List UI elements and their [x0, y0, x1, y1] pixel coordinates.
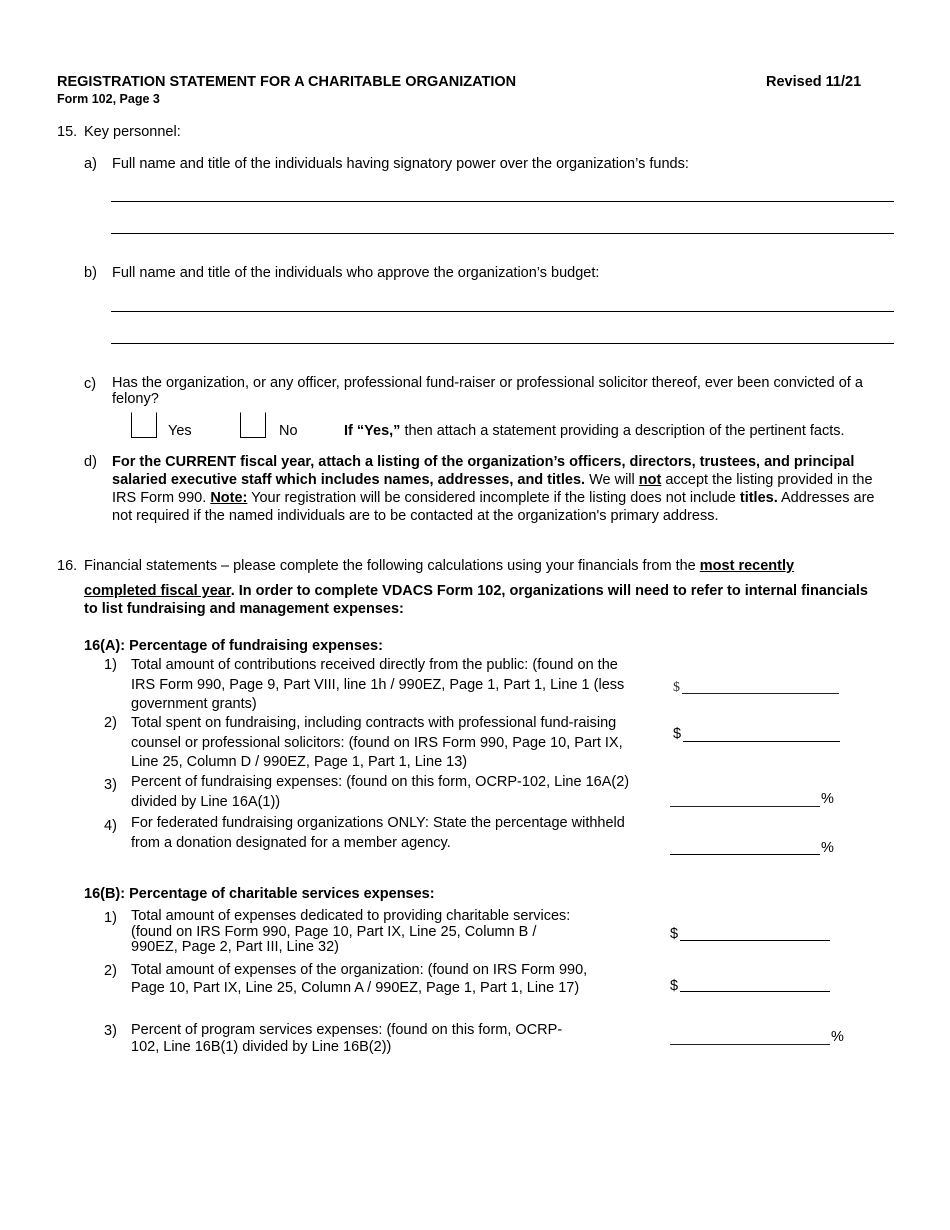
most-recently-emphasis: most recently: [699, 558, 795, 574]
item-16a-3-input[interactable]: [670, 806, 820, 807]
q15a-answer-line-2[interactable]: [111, 233, 894, 234]
q15a-letter: a): [84, 156, 97, 172]
item-16b-3-percent: %: [831, 1029, 844, 1045]
item-16a-4-text: For federated fundraising organizations ONLY: State the percentage withheld from a donation designated for a member agency.: [131, 815, 625, 851]
yes-checkbox[interactable]: [131, 412, 157, 438]
q15b-text: Full name and title of the individuals who approve the organization’s budget:: [112, 265, 600, 281]
item-16a-1-dollar: $: [673, 680, 680, 695]
if-yes-rest: then attach a statement providing a description of the pertinent facts.: [404, 423, 845, 439]
section-16a-heading: 16(A): Percentage of fundraising expenses:: [84, 638, 383, 654]
item-16b-3-num: 3): [104, 1023, 117, 1039]
note-label: Note:: [210, 490, 248, 506]
item-16a-1-input[interactable]: [682, 693, 839, 694]
item-16a-2-text: Total spent on fundraising, including contracts with professional fund-raising counsel or professional solicitors: (found on IRS Form 990, Page 10, Part IX, Line 25, Column D / 990EZ, Page 1, Part 1, Line 13): [131, 715, 623, 770]
item-16b-2-text: Total amount of expenses of the organization: (found on IRS Form 990, Page 10, Part IX, Line 25, Column A / 990EZ, Page 1, Part 1, Line 17): [131, 962, 588, 996]
item-16a-2-num: 2): [104, 715, 117, 731]
q15d-text-1: We will: [585, 472, 639, 488]
item-16a-3-percent: %: [821, 791, 834, 807]
item-16a-1-text: Total amount of contributions received directly from the public: (found on the IRS Form 990, Page 9, Part VIII, line 1h / 990EZ, Page 1, Part 1, Line 1 (less government grants): [131, 657, 625, 712]
not-emphasis: not: [638, 472, 662, 488]
q15b-letter: b): [84, 265, 97, 281]
q16-intro-continued: [84, 582, 874, 618]
q15c-letter: c): [84, 376, 97, 392]
if-yes-bold: If “Yes,”: [344, 423, 401, 439]
q16-bold-instruction: . In order to complete VDACS Form 102, organizations will need to refer to internal financials to list fundraising and management expenses:: [84, 583, 869, 617]
yes-label: Yes: [168, 423, 192, 439]
if-yes-instruction: [344, 422, 845, 440]
form-title: REGISTRATION STATEMENT FOR A CHARITABLE ORGANIZATION: [57, 74, 517, 90]
item-16b-2-dollar: $: [670, 978, 679, 994]
item-16b-3-text: Percent of program services expenses: (found on this form, OCRP-102, Line 16B(1) divided by Line 16B(2)): [131, 1022, 563, 1055]
item-16a-3-text: Percent of fundraising expenses: (found on this form, OCRP-102, Line 16A(2) divided by Line 16A(1)): [131, 774, 630, 810]
q15d-text-3: Your registration will be considered incomplete if the listing does not include: [247, 490, 740, 506]
form-page-label: Form 102, Page 3: [57, 92, 160, 106]
item-16b-2-input[interactable]: [680, 991, 830, 992]
no-label: No: [279, 423, 298, 439]
q15-number: 15.: [57, 124, 78, 140]
q15d-letter: d): [84, 454, 97, 470]
item-16a-4-input[interactable]: [670, 854, 820, 855]
q15-label: Key personnel:: [84, 124, 181, 140]
item-16b-1-input[interactable]: [680, 940, 830, 941]
item-16a-2-input[interactable]: [683, 741, 840, 742]
q15d-text-4: Addresses are not required if the named individuals are to be contacted at the organization's primary address.: [112, 490, 875, 524]
section-16b-heading: 16(B): Percentage of charitable services expenses:: [84, 886, 435, 902]
item-16b-3-input[interactable]: [670, 1044, 830, 1045]
q16-number: 16.: [57, 558, 78, 574]
item-16a-1-num: 1): [104, 657, 117, 673]
item-16b-1-text: Total amount of expenses dedicated to providing charitable services: (found on IRS Form 990, Page 10, Part IX, Line 25, Column B / 990EZ, Page 2, Part III, Line 32): [131, 908, 571, 955]
q15a-text: Full name and title of the individuals having signatory power over the organization’s funds:: [112, 156, 689, 172]
q16-intro-text: Financial statements – please complete the following calculations using your financials from the: [84, 558, 696, 574]
item-16a-4-percent: %: [821, 840, 834, 856]
item-16b-1-dollar: $: [670, 926, 679, 942]
q15b-answer-line-1[interactable]: [111, 311, 894, 312]
titles-emphasis: titles.: [739, 490, 778, 506]
q15d-bold-instruction: For the CURRENT fiscal year, attach a listing of the organization’s officers, directors, trustees, and principal salaried executive staff which includes names, addresses, and titles.: [112, 454, 855, 488]
q16-intro: [84, 557, 794, 575]
item-16a-2-dollar: $: [673, 726, 682, 742]
item-16a-4-num: 4): [104, 818, 117, 834]
q15a-answer-line-1[interactable]: [111, 201, 894, 202]
q15b-answer-line-2[interactable]: [111, 343, 894, 344]
no-checkbox[interactable]: [240, 412, 266, 438]
q15c-text: Has the organization, or any officer, professional fund-raiser or professional solicitor thereof, ever been convicted of a felony?: [112, 375, 863, 407]
item-16b-2-num: 2): [104, 963, 117, 979]
q15d-text: [112, 453, 882, 525]
revision-label: Revised 11/21: [766, 74, 862, 90]
item-16a-3-num: 3): [104, 777, 117, 793]
q15d-text-2: accept the listing provided in the IRS Form 990.: [112, 472, 873, 506]
item-16b-1-num: 1): [104, 910, 117, 926]
completed-fiscal-year: completed fiscal year: [84, 583, 231, 599]
